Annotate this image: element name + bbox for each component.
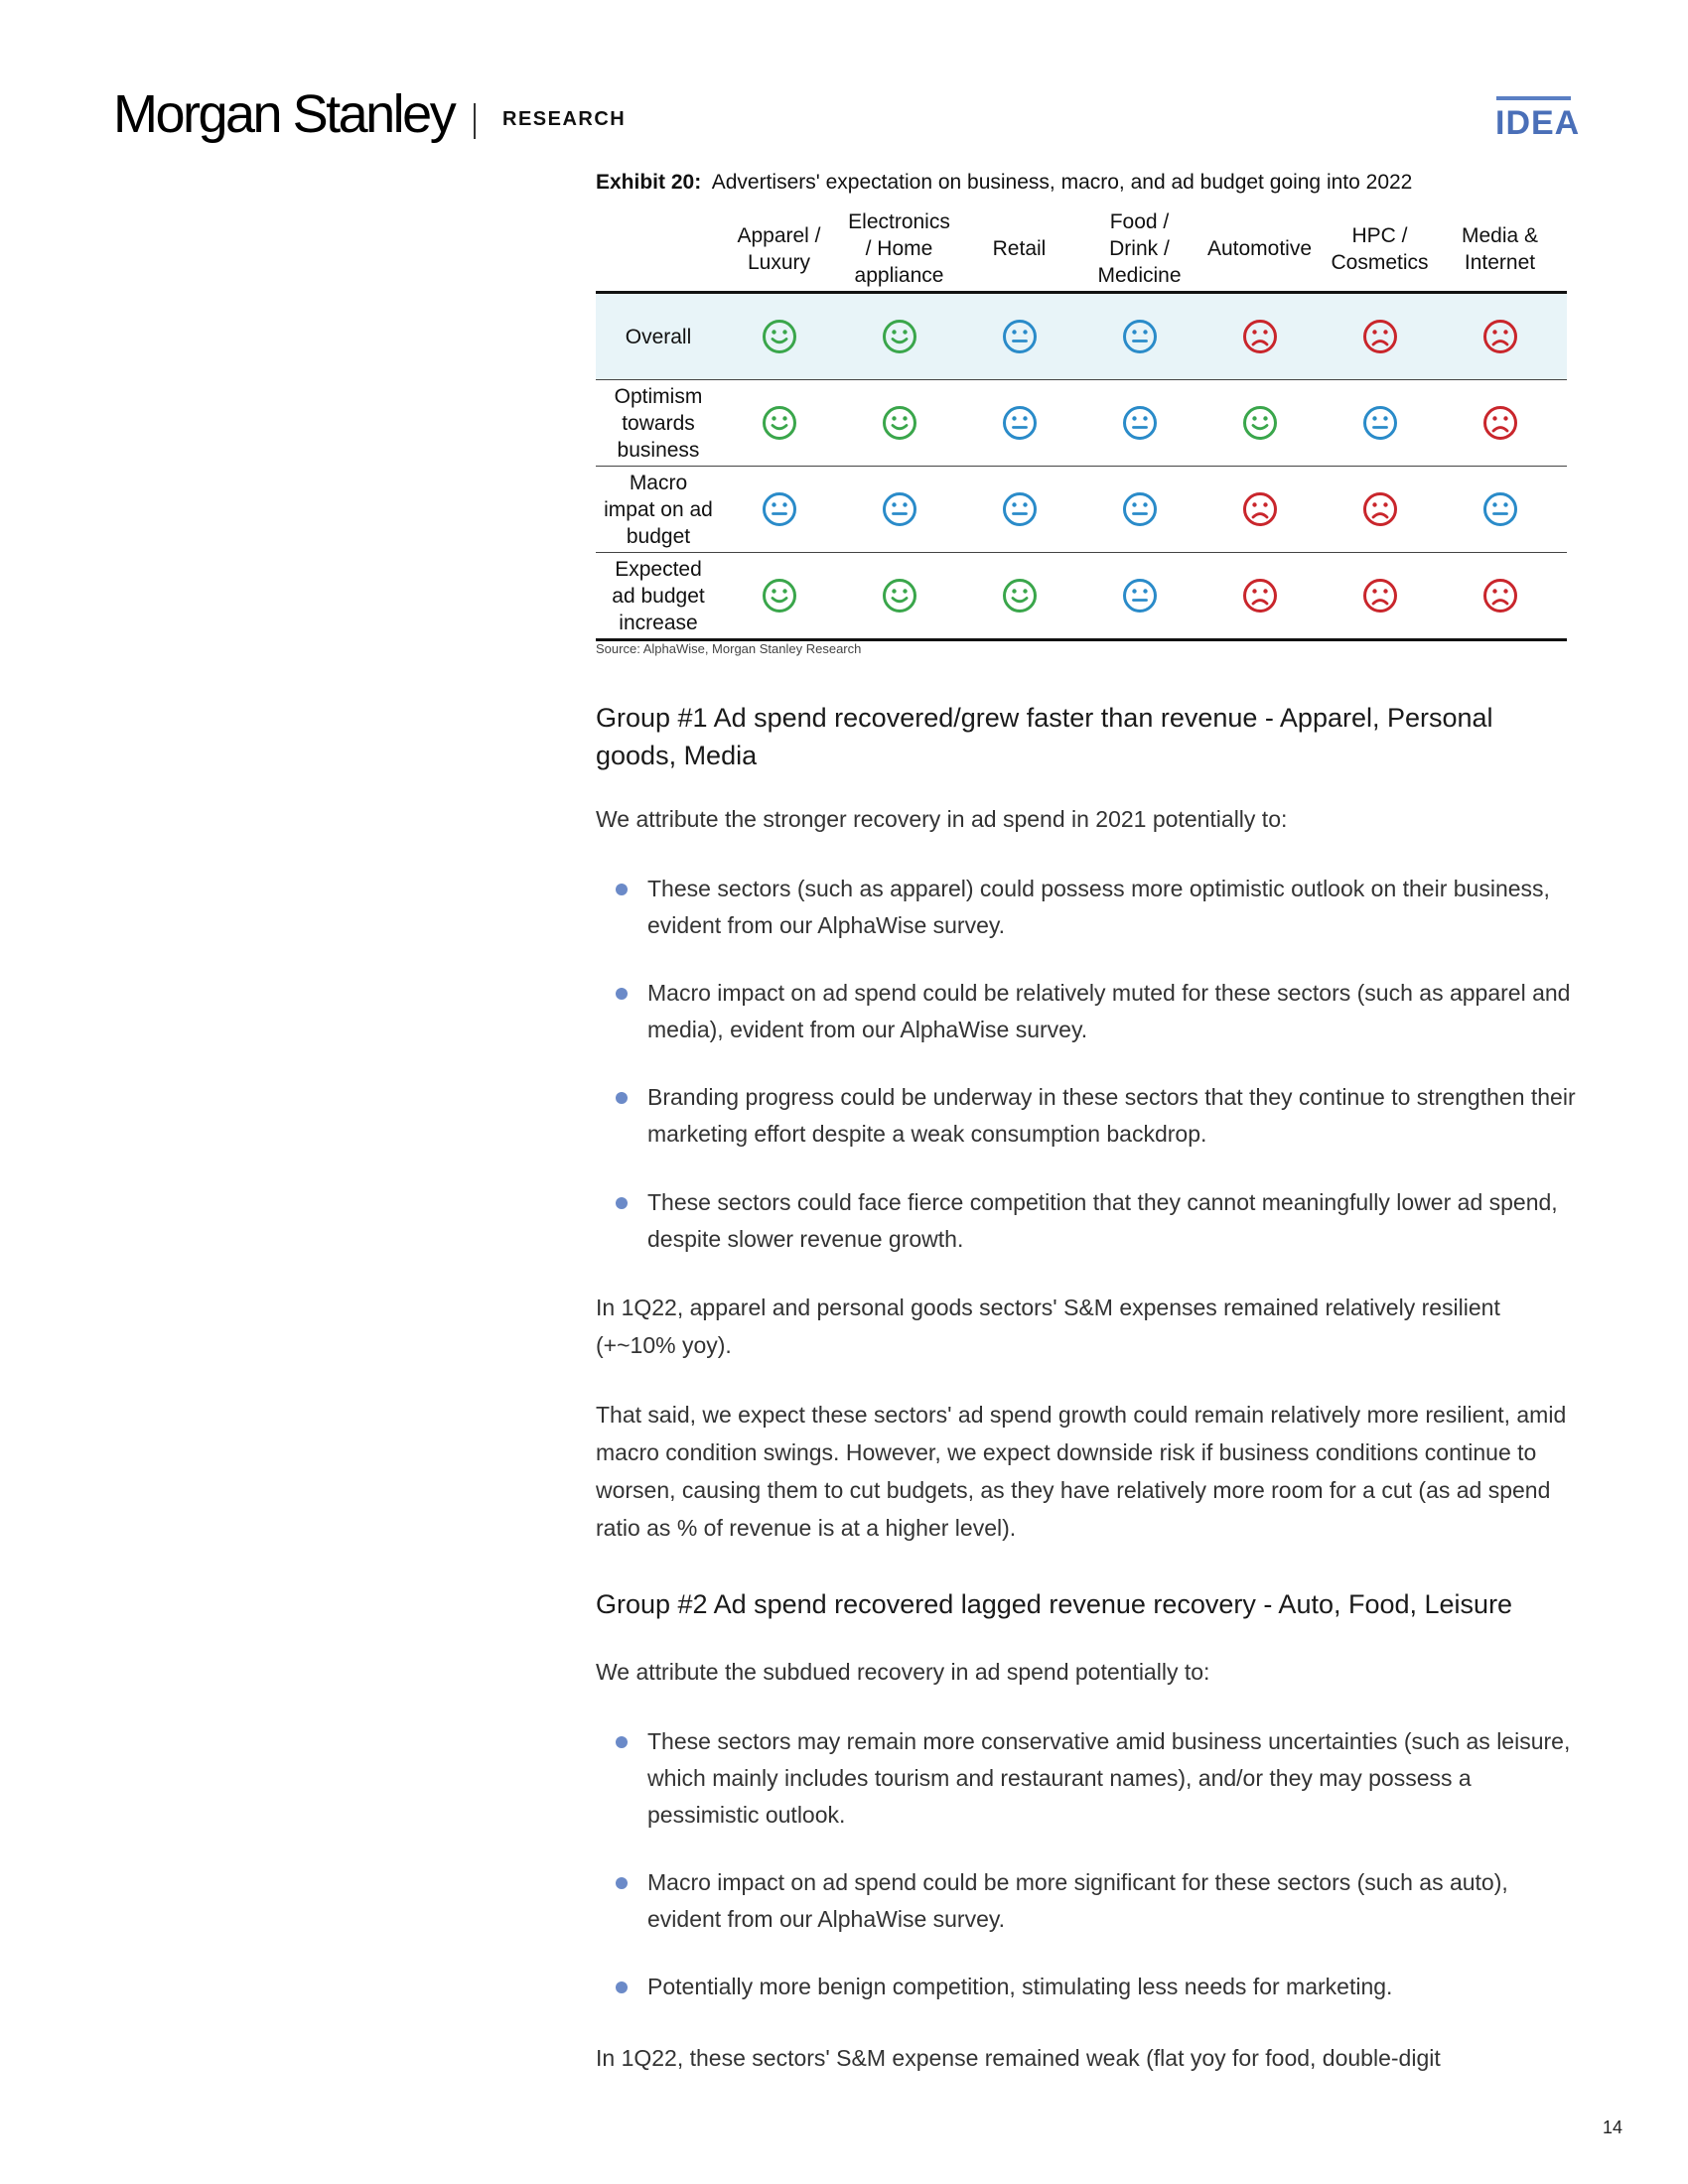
table-row xyxy=(596,291,1567,379)
table-body xyxy=(596,291,1567,641)
positive-face-icon xyxy=(762,319,797,354)
neutral-face-icon xyxy=(1482,491,1518,527)
bullet-dot xyxy=(616,1877,628,1889)
column-header: HPC / Cosmetics xyxy=(1331,223,1429,274)
table-row xyxy=(596,552,1567,641)
table-row xyxy=(596,466,1567,552)
sentiment-cell xyxy=(1199,467,1320,552)
sentiment-cell xyxy=(719,553,839,638)
table-row xyxy=(596,379,1567,466)
column-header: Media & Internet xyxy=(1461,223,1539,274)
row-label: Macro impat on ad budget xyxy=(604,471,713,548)
sentiment-cell xyxy=(1320,294,1440,379)
group2-intro: We attribute the subdued recovery in ad spend potentially to: xyxy=(596,1659,1210,1685)
sentiment-cell xyxy=(1199,380,1320,466)
sentiment-cell xyxy=(1320,553,1440,638)
group2-paragraph: In 1Q22, these sectors' S&M expense remained weak (flat yoy for food, double-digit xyxy=(596,2045,1441,2071)
group1-intro: We attribute the stronger recovery in ad spend in 2021 potentially to: xyxy=(596,806,1288,832)
positive-face-icon xyxy=(1002,578,1038,614)
idea-badge-bar xyxy=(1496,96,1571,100)
positive-face-icon xyxy=(762,578,797,614)
sentiment-cell xyxy=(1440,380,1560,466)
positive-face-icon xyxy=(882,319,917,354)
sentiment-cell xyxy=(1079,380,1199,466)
sentiment-cell xyxy=(839,553,959,638)
bullet-text: Potentially more benign competition, stimulating less needs for marketing. xyxy=(647,1974,1393,1999)
sentiment-cell xyxy=(1079,553,1199,638)
negative-face-icon xyxy=(1242,319,1278,354)
neutral-face-icon xyxy=(1362,405,1398,441)
column-header: Automotive xyxy=(1206,237,1313,260)
sentiment-cell xyxy=(1440,467,1560,552)
negative-face-icon xyxy=(1362,319,1398,354)
row-label: Overall xyxy=(625,325,692,348)
neutral-face-icon xyxy=(1002,319,1038,354)
negative-face-icon xyxy=(1482,578,1518,614)
table-header xyxy=(596,206,1567,291)
neutral-face-icon xyxy=(1122,578,1158,614)
sentiment-cell xyxy=(719,467,839,552)
section-label: RESEARCH xyxy=(502,108,627,130)
column-header: Retail xyxy=(992,237,1047,260)
exhibit-source: Source: AlphaWise, Morgan Stanley Research xyxy=(596,641,862,656)
neutral-face-icon xyxy=(1122,491,1158,527)
bullet-text: Macro impact on ad spend could be relatively muted for these sectors (such as apparel and media), evident from our AlphaWise survey. xyxy=(647,980,1571,1042)
sentiment-cell xyxy=(1199,553,1320,638)
neutral-face-icon xyxy=(1122,405,1158,441)
neutral-face-icon xyxy=(1002,405,1038,441)
column-header: Apparel / Luxury xyxy=(737,223,821,274)
idea-badge: IDEA xyxy=(1495,104,1581,142)
sentiment-cell xyxy=(959,380,1079,466)
bullet-dot xyxy=(616,1981,628,1993)
negative-face-icon xyxy=(1482,319,1518,354)
bullet-dot xyxy=(616,988,628,1000)
column-header: Food / Drink / Medicine xyxy=(1097,210,1182,287)
morgan-stanley-logo: Morgan Stanley xyxy=(113,84,455,144)
page-number: 14 xyxy=(1603,2117,1623,2137)
exhibit-title xyxy=(596,171,1412,195)
group1-paragraph: That said, we expect these sectors' ad spend growth could remain relatively more resilient, amid macro condition swings. However, we expect downside risk if business conditions continue to worsen, causing them to cut budgets, as they have relatively more room for a cut (as ad spend ratio as % of revenue is at a higher level). xyxy=(596,1402,1567,1541)
sentiment-cell xyxy=(1079,467,1199,552)
bullet-text: These sectors (such as apparel) could possess more optimistic outlook on their business, evident from our AlphaWise survey. xyxy=(647,876,1550,938)
exhibit-label: Exhibit 20: xyxy=(596,171,702,194)
sentiment-cell xyxy=(719,380,839,466)
sentiment-cell xyxy=(1079,294,1199,379)
bullet-text: These sectors could face fierce competition that they cannot meaningfully lower ad spend, despite slower revenue growth. xyxy=(647,1189,1558,1252)
sentiment-cell xyxy=(1320,467,1440,552)
sentiment-cell xyxy=(1440,294,1560,379)
bullet-text: Branding progress could be underway in these sectors that they continue to strengthen their marketing effort despite a weak consumption backdrop. xyxy=(647,1084,1576,1147)
sentiment-cell xyxy=(1320,380,1440,466)
sentiment-table xyxy=(596,206,1567,641)
group1-paragraph: In 1Q22, apparel and personal goods sectors' S&M expenses remained relatively resilient (+~10% yoy). xyxy=(596,1295,1500,1358)
neutral-face-icon xyxy=(1122,319,1158,354)
group1-heading: Group #1 Ad spend recovered/grew faster than revenue - Apparel, Personal goods, Media xyxy=(596,703,1493,770)
row-label: Expected ad budget increase xyxy=(612,557,705,634)
bullet-text: These sectors may remain more conservative amid business uncertainties (such as leisure, which mainly includes tourism and restaurant names), and/or they may possess a pessimistic outlook. xyxy=(647,1728,1571,1828)
negative-face-icon xyxy=(1242,578,1278,614)
sentiment-cell xyxy=(1199,294,1320,379)
sentiment-cell xyxy=(959,467,1079,552)
logo-divider xyxy=(474,103,476,139)
negative-face-icon xyxy=(1362,491,1398,527)
negative-face-icon xyxy=(1242,491,1278,527)
bullet-dot xyxy=(616,1197,628,1209)
bullet-dot xyxy=(616,1092,628,1104)
bullet-dot xyxy=(616,1736,628,1748)
group2-heading: Group #2 Ad spend recovered lagged revenue recovery - Auto, Food, Leisure xyxy=(596,1589,1513,1619)
exhibit-caption: Advertisers' expectation on business, macro, and ad budget going into 2022 xyxy=(711,171,1413,194)
positive-face-icon xyxy=(762,405,797,441)
negative-face-icon xyxy=(1482,405,1518,441)
sentiment-cell xyxy=(959,294,1079,379)
sentiment-cell xyxy=(839,380,959,466)
row-label: Optimism towards business xyxy=(614,384,703,462)
sentiment-cell xyxy=(839,294,959,379)
positive-face-icon xyxy=(1242,405,1278,441)
sentiment-cell xyxy=(1440,553,1560,638)
neutral-face-icon xyxy=(762,491,797,527)
negative-face-icon xyxy=(1362,578,1398,614)
column-header: Electronics / Home appliance xyxy=(848,210,950,287)
positive-face-icon xyxy=(882,578,917,614)
neutral-face-icon xyxy=(882,491,917,527)
sentiment-cell xyxy=(839,467,959,552)
page-header xyxy=(0,0,1688,159)
positive-face-icon xyxy=(882,405,917,441)
neutral-face-icon xyxy=(1002,491,1038,527)
bullet-text: Macro impact on ad spend could be more significant for these sectors (such as auto), evident from our AlphaWise survey. xyxy=(647,1869,1508,1932)
bullet-dot xyxy=(616,884,628,895)
sentiment-cell xyxy=(959,553,1079,638)
sentiment-cell xyxy=(719,294,839,379)
